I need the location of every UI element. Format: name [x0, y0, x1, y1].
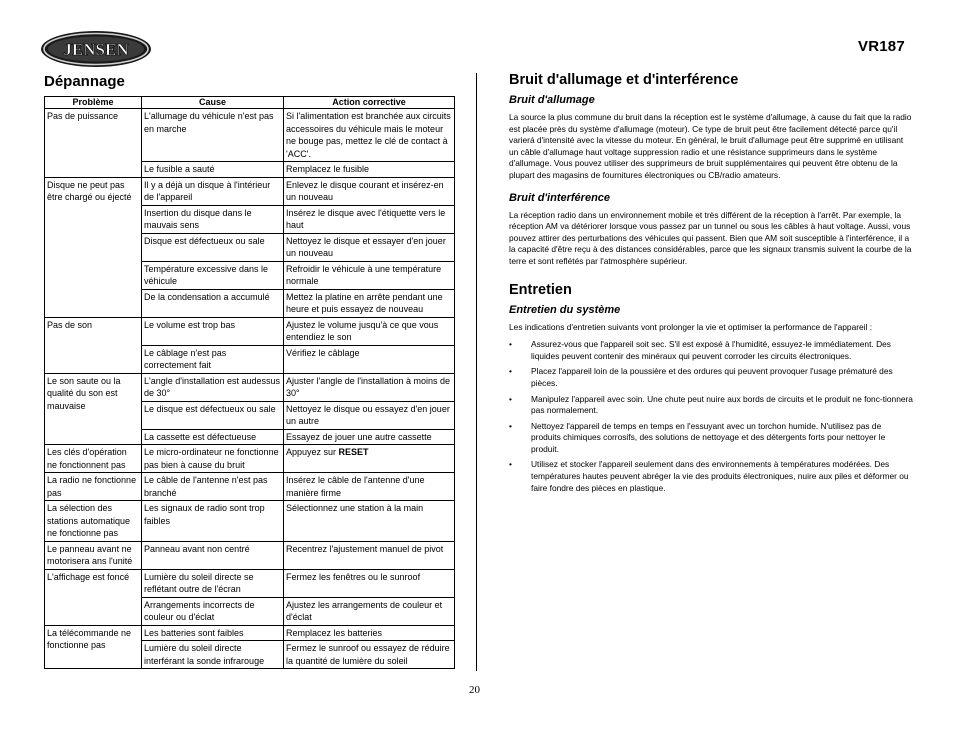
bullet-icon: •: [509, 420, 512, 431]
cause-cell: Les signaux de radio sont trop faibles: [142, 501, 284, 542]
table-row: [45, 541, 455, 569]
maintenance-list: [509, 339, 913, 494]
page-number: 20: [469, 684, 480, 696]
cause-cell: Lumière du soleil directe se reflétant outre de l'écran: [142, 569, 284, 597]
table-row: [45, 317, 455, 345]
action-cell: Insérez le câble de l'antenne d'une manière firme: [284, 473, 455, 501]
maintenance-subtitle: Entretien du système: [509, 303, 621, 316]
problem-cell: Pas de son: [45, 317, 142, 373]
cause-cell: L'allumage du véhicule n'est pas en marche: [142, 109, 284, 162]
troubleshooting-title: Dépannage: [44, 73, 125, 90]
action-cell: Mettez la platine en arrête pendant une heure et puis essayez de nouveau: [284, 289, 455, 317]
cause-cell: Arrangements incorrects de couleur ou d'éclat: [142, 597, 284, 625]
action-cell: Remplacez les batteries: [284, 625, 455, 641]
list-item: [509, 339, 913, 362]
cause-cell: Température excessive dans le véhicule: [142, 261, 284, 289]
interference-noise-text: La réception radio dans un environnement mobile et très différent de la réception à l'arrêt. Par exemple, la réception AM va détériorer lorsque vous passez par un tunnel ou sous les câbles à haut voltage. Aussi, vous pouvez attirer des perturbations des véhicules qui passent. Bien que AM soit susceptible à l'interférence, il a la capacité d'être reçu à des distances considérables, parce que les signaux transmis suivent la courbe de la terre et sont reflétés par l'atmosphère supérieur.: [509, 209, 912, 266]
cause-cell: Le disque est défectueux ou sale: [142, 401, 284, 429]
list-item: [509, 394, 913, 417]
list-item-text: Assurez-vous que l'appareil soit sec. S'il est exposé à l'humidité, essuyez-le immédiatement. Des liquides peuvent contenir des minéraux qui peuvent corroder les circuits électroniques.: [531, 339, 891, 361]
cause-cell: Le fusible a sauté: [142, 162, 284, 178]
action-cell: Recentrez l'ajustement manuel de pivot: [284, 541, 455, 569]
list-item-text: Utilisez et stocker l'appareil seulement dans des environnements à températures modérées. Des températures hautes peuvent abréger la vie des produits électroniques, nuire aux piles et déformer ou faire fondre des pièces en plastique.: [531, 459, 909, 493]
cause-cell: L'angle d'installation est audessus de 30°: [142, 373, 284, 401]
problem-cell: Le son saute ou la qualité du son est mauvaise: [45, 373, 142, 445]
cause-cell: De la condensation a accumulé: [142, 289, 284, 317]
right-column: [509, 72, 913, 498]
ignition-noise-subtitle: Bruit d'allumage: [509, 94, 595, 106]
cause-cell: Il y a déjà un disque à l'intérieur de l'appareil: [142, 177, 284, 205]
cause-cell: Disque est défectueux ou sale: [142, 233, 284, 261]
maintenance-intro: Les indications d'entretien suivants vont prolonger la vie et optimiser la performance de l'appareil :: [509, 321, 873, 332]
cause-cell: La cassette est défectueuse: [142, 429, 284, 445]
noise-section-title: Bruit d'allumage et d'interférence: [509, 72, 739, 88]
table-row: [45, 109, 455, 162]
column-header-problem: Problème: [45, 97, 142, 109]
column-header-cause: Cause: [142, 97, 284, 109]
logo-text: JENSEN: [63, 40, 129, 59]
column-header-action: Action corrective: [284, 97, 455, 109]
interference-noise-subtitle: Bruit d'interférence: [509, 191, 611, 204]
action-cell: Vérifiez le câblage: [284, 345, 455, 373]
cause-cell: Le volume est trop bas: [142, 317, 284, 345]
table-row: [45, 177, 455, 205]
table-row: [45, 473, 455, 501]
action-cell: Refroidir le véhicule à une température normale: [284, 261, 455, 289]
action-cell: [284, 445, 455, 473]
column-divider: [476, 73, 477, 671]
action-cell: Nettoyez le disque ou essayez d'en jouer un autre: [284, 401, 455, 429]
list-item: [509, 421, 913, 456]
cause-cell: Le micro-ordinateur ne fonctionne pas bien à cause du bruit: [142, 445, 284, 473]
list-item: [509, 459, 913, 494]
table-header-row: [45, 97, 455, 109]
problem-cell: La radio ne fonctionne pas: [45, 473, 142, 501]
model-number: VR187: [858, 38, 905, 55]
list-item-text: Nettoyez l'appareil de temps en temps en l'essuyant avec un torchon humide. N'utilisez pas de produits chimiques corrosifs, des solutions de nettoyage et des détergents forts pour nettoyer le produit.: [531, 420, 886, 454]
jensen-logo: [40, 30, 152, 68]
problem-cell: La sélection des stations automatique ne fonctionne pas: [45, 501, 142, 542]
cause-cell: Les batteries sont faibles: [142, 625, 284, 641]
problem-cell: La télécommande ne fonctionne pas: [45, 625, 142, 669]
action-cell: Ajustez les arrangements de couleur et d'éclat: [284, 597, 455, 625]
bullet-icon: •: [509, 393, 512, 404]
cause-cell: Le câble de l'antenne n'est pas branché: [142, 473, 284, 501]
action-cell: Fermez le sunroof ou essayez de réduire la quantité de lumière du soleil: [284, 641, 455, 669]
action-cell: Remplacez le fusible: [284, 162, 455, 178]
bullet-icon: •: [509, 339, 512, 350]
problem-cell: L'affichage est foncé: [45, 569, 142, 625]
action-cell: Sélectionnez une station à la main: [284, 501, 455, 542]
action-cell: Ajustez le volume jusqu'à ce que vous entendiez le son: [284, 317, 455, 345]
action-cell: Essayez de jouer une autre cassette: [284, 429, 455, 445]
table-row: [45, 445, 455, 473]
action-cell: Si l'alimentation est branchée aux circuits accessoires du véhicule mais le moteur ne bouge pas, mettez le clé de contact à 'ACC'.: [284, 109, 455, 162]
ignition-noise-text: La source la plus commune du bruit dans la réception est le système d'allumage, à cause du fait que la radio est placée près du système d'allumage (moteur). Ce type de bruit peut être facilement détecté parce qu'il varierá d'intensité avec la vitesse du moteur. En général, le bruit d'allumage peut être supprimé en utilisant un câble d'allumage haut voltage suppression radio et une résistance supprimeurs dans le système d'allumage. Vous pouvez utiliser des supprimeurs de bruit supplémentaires qui peuvent être obtenu de la plupart des magasins de fournitures électroniques ou CB/radio amateurs.: [509, 112, 912, 180]
action-cell: Ajuster l'angle de l'installation à moins de 30°: [284, 373, 455, 401]
list-item-text: Placez l'appareil loin de la poussière et des ordures qui peuvent provoquer l'usage prématuré des pièces.: [531, 366, 893, 388]
problem-cell: Les clés d'opération ne fonctionnent pas: [45, 445, 142, 473]
action-cell: Enlevez le disque courant et insérez-en un nouveau: [284, 177, 455, 205]
bullet-icon: •: [509, 366, 512, 377]
action-cell: Insérez le disque avec l'étiquette vers le haut: [284, 205, 455, 233]
reset-keyword: RESET: [338, 447, 369, 457]
problem-cell: Le panneau avant ne motorisera ans l'unité: [45, 541, 142, 569]
table-row: [45, 625, 455, 641]
troubleshooting-table: [44, 96, 455, 669]
problem-cell: Disque ne peut pas être chargé ou éjecté: [45, 177, 142, 317]
problem-cell: Pas de puissance: [45, 109, 142, 178]
maintenance-section-title: Entretien: [509, 281, 572, 298]
list-item: [509, 366, 913, 389]
cause-cell: Lumière du soleil directe interférant la sonde infrarouge: [142, 641, 284, 669]
cause-cell: Le câblage n'est pas correctement fait: [142, 345, 284, 373]
action-cell: Nettoyez le disque et essayer d'en jouer un nouveau: [284, 233, 455, 261]
bullet-icon: •: [509, 459, 512, 470]
table-row: [45, 373, 455, 401]
action-text: Appuyez sur: [286, 447, 339, 457]
table-row: [45, 569, 455, 597]
action-cell: Fermez les fenêtres ou le sunroof: [284, 569, 455, 597]
cause-cell: Insertion du disque dans le mauvais sens: [142, 205, 284, 233]
list-item-text: Manipulez l'appareil avec soin. Une chute peut nuire aux bords de circuits et le produit ne fonc-tionnera pas normalement.: [531, 393, 913, 416]
cause-cell: Panneau avant non centré: [142, 541, 284, 569]
table-row: [45, 501, 455, 542]
